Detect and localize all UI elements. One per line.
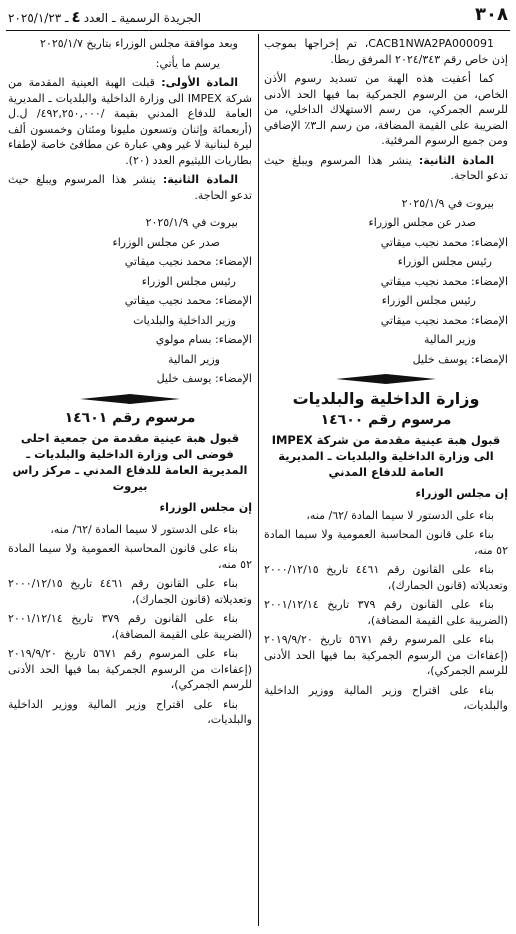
signature-line: الإمضاء: بسام مولوي — [155, 333, 252, 346]
section-title: وزارة الداخلية والبلديات — [292, 389, 480, 408]
left-column — [8, 36, 252, 732]
article-text: ينشر هذا المرسوم ويبلغ حيث تدعو الحاجة. — [8, 173, 252, 202]
right-column — [264, 36, 508, 718]
signature-line: صدر عن مجلس الوزراء — [112, 235, 220, 249]
preamble-clause: بناء على الدستور لا سيما المادة /٦٢/ منه، — [306, 508, 494, 522]
header-rule — [6, 30, 510, 31]
gazette-title — [8, 8, 201, 26]
article-text: ينشر هذا المرسوم ويبلغ حيث تدعو الحاجة. — [264, 153, 508, 182]
column-divider — [258, 34, 259, 926]
preamble-heading: إن مجلس الوزراء — [415, 487, 508, 500]
preamble-heading: إن مجلس الوزراء — [159, 501, 252, 514]
preamble-clause: بناء على قانون المحاسبة العمومية ولا سيما المادة ٥٢ منه، — [264, 528, 508, 557]
approval-paragraph: وبعد موافقة مجلس الوزراء بتاريخ ٢٠٢٥/١/٧ — [40, 37, 238, 50]
preamble-clause: بناء على القانون رقم ٣٧٩ تاريخ ٢٠٠١/١٢/١٤ (الضريبة على القيمة المضافة)، — [264, 598, 508, 627]
signature-line: وزير المالية — [168, 352, 220, 366]
signature-line: الإمضاء: محمد نجيب ميقاتي — [380, 313, 508, 327]
decree-phrase: يرسم ما يأتي: — [155, 56, 220, 70]
place-date: بيروت في ٢٠٢٥/١/٩ — [145, 216, 238, 229]
signature-line: وزير المالية — [424, 333, 476, 346]
signature-line: الإمضاء: يوسف خليل — [156, 372, 252, 385]
preamble-clause: بناء على الدستور لا سيما المادة /٦٢/ منه، — [50, 522, 238, 536]
place-date: بيروت في ٢٠٢٥/١/٩ — [401, 196, 494, 210]
decree-subject: قبول هبة عينية مقدمة من شركة IMPEX الى وزارة الداخلية والبلديات ـ المديرية العامة للدفاع المدني — [271, 433, 501, 479]
preamble-clause: بناء على المرسوم رقم ٥٦٧١ تاريخ ٢٠١٩/٩/٢٠ (إعفاءات من الرسوم الجمركية بما فيها الحد الأدنى للرسم الجمركي)، — [8, 647, 252, 691]
page-number: ٣٠٨ — [475, 4, 508, 25]
article-label: المادة الثانية: — [162, 173, 238, 186]
signature-line: وزير الداخلية والبلديات — [133, 313, 236, 327]
preamble-clause: بناء على اقتراح وزير المالية ووزير الداخلية والبلديات، — [8, 697, 252, 726]
preamble-clause: بناء على القانون رقم ٤٤٦١ تاريخ ٢٠٠٠/١٢/١٥ وتعديلاته (قانون الجمارك)، — [264, 563, 508, 592]
page-header — [6, 4, 510, 28]
signature-line: الإمضاء: محمد نجيب ميقاتي — [124, 294, 252, 307]
article-label: المادة الأولى: — [161, 76, 238, 89]
signature-line: الإمضاء: يوسف خليل — [412, 352, 508, 366]
issue-number: ٤ — [71, 8, 81, 26]
article-two — [264, 153, 508, 184]
signature-line: الإمضاء: محمد نجيب ميقاتي — [124, 255, 252, 268]
signature-line: الإمضاء: محمد نجيب ميقاتي — [380, 274, 508, 288]
decree-subject: قبول هبة عينية مقدمة من جمعية احلى فوضى الى وزارة الداخلية والبلديات ـ المديرية العامة للدفاع المدني ـ مركز راس بيروت — [12, 431, 248, 493]
section-divider — [264, 373, 508, 385]
decree-title: مرسوم رقم ١٤٦٠١ — [64, 409, 196, 426]
article-label: المادة الثانية: — [418, 153, 494, 167]
continued-paragraph: CACB1NWA2PA000091، تم إخراجها بموجب إذن خاص رقم ٢٠٢٤/٣٤٣ المرفق ربطا. — [264, 37, 508, 66]
gazette-name: الجريدة الرسمية ـ العدد — [83, 11, 202, 25]
preamble-clause: بناء على اقتراح وزير المالية ووزير الداخلية والبلديات، — [264, 683, 508, 712]
preamble-clause: بناء على قانون المحاسبة العمومية ولا سيما المادة ٥٢ منه، — [8, 542, 252, 571]
preamble-clause: بناء على المرسوم رقم ٥٦٧١ تاريخ ٢٠١٩/٩/٢٠ (إعفاءات من الرسوم الجمركية بما فيها الحد الأدنى للرسم الجمركي)، — [264, 633, 508, 677]
article-two — [8, 172, 252, 203]
signature-line: رئيس مجلس الوزراء — [397, 255, 492, 268]
signature-line: رئيس مجلس الوزراء — [141, 274, 236, 288]
preamble-clause: بناء على القانون رقم ٣٧٩ تاريخ ٢٠٠١/١٢/١٤ (الضريبة على القيمة المضافة)، — [8, 612, 252, 641]
signature-line: الإمضاء: محمد نجيب ميقاتي — [380, 235, 508, 249]
exemption-paragraph: كما أعفيت هذه الهبة من تسديد رسوم الأذن الخاص، من الرسوم الجمركية بما فيها الحد الأدنى للرسم الجمركي، من رسم الاستهلاك الداخلي، من الضريبة على القيمة المضافة، من رسم الـ٣٪ الإضافي ومن جميع الرسوم المرفئية. — [264, 72, 508, 147]
article-one — [8, 75, 252, 168]
preamble-clause: بناء على القانون رقم ٤٤٦١ تاريخ ٢٠٠٠/١٢/١٥ وتعديلاته (قانون الجمارك)، — [8, 577, 252, 606]
decree-title: مرسوم رقم ١٤٦٠٠ — [320, 411, 452, 428]
signature-line: صدر عن مجلس الوزراء — [368, 216, 476, 229]
section-divider — [8, 393, 252, 405]
issue-date: ـ ٢٠٢٥/١/٢٣ — [8, 11, 69, 25]
article-text: قبلت الهبة العينية المقدمة من شركة IMPEX الى وزارة الداخلية والبلديات ـ المديرية العامة للدفاع المدني بقيمة /٤٩٢,٢٥٠,٠٠٠/ ل.ل (أربعمائة وإثنان وتسعون مليونا ومئتان وخمسون ألف ليرة لبنانية لا غير وهي عبارة عن مطافئ خاصة لإطفاء بطاريات الليثيوم العدد (٢٠). — [8, 76, 252, 167]
signature-line: رئيس مجلس الوزراء — [381, 294, 476, 307]
